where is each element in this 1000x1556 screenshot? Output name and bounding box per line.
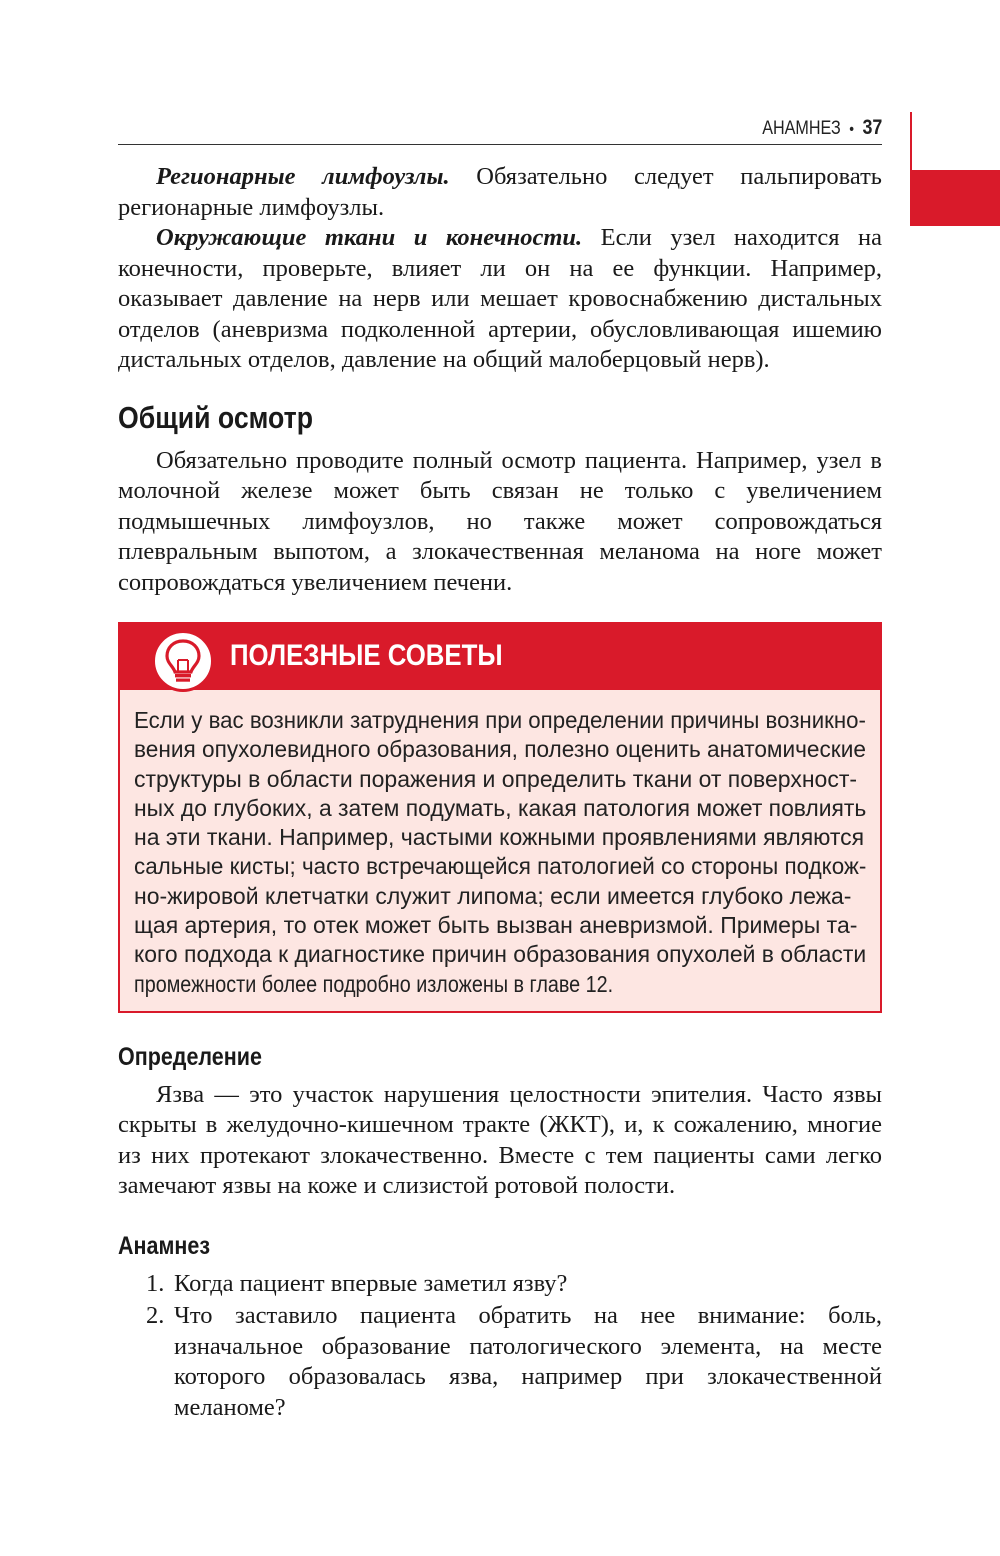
edge-rule <box>910 112 912 170</box>
paragraph-general-exam: Обязательно проводите полный осмотр пациента. Например, узел в молочной железе может быть связан не только с увеличением подмышечных лимфоузлов, но также может сопровождаться плевральным выпотом, а злокачественная меланома на ноге может сопровождаться увеличением печени. <box>118 446 882 596</box>
page-body <box>118 162 882 1425</box>
tips-box <box>118 622 882 1013</box>
tips-line: Если у вас возникли затруднения при определении причины возникно- <box>134 707 866 733</box>
running-header <box>118 112 882 145</box>
paragraph-surrounding-tissues <box>118 223 882 376</box>
runin-surrounding-tissues: Окружающие ткани и конечности. <box>156 224 583 251</box>
tips-line: щая артерия, то отек может быть вызван аневризмой. Примеры та- <box>134 912 858 939</box>
heading-anamnesis: Анамнез <box>118 1231 211 1260</box>
lightbulb-icon <box>152 630 214 692</box>
list-item-text: Что заставило пациента обратить на нее внимание: боль, изначальное образование патологического элемента, на месте которого образовалась язва, например при злокачественной меланоме? <box>174 1302 882 1421</box>
list-item-number: 1. <box>146 1269 165 1297</box>
list-item-number: 2. <box>146 1302 165 1330</box>
tips-line: вения опухолевидного образования, полезно оценить анатомические <box>134 736 866 763</box>
list-item <box>118 1269 882 1300</box>
tips-line: но-жировой клетчатки служит липома; если имеется глубоко лежа- <box>134 882 852 909</box>
paragraph-definition: Язва — это участок нарушения целостности эпителия. Часто язвы скрыты в желудочно-кишечном тракте (ЖКТ), и, к сожалению, многие из них протекают злокачественно. Вместе с тем пациенты сами легко замечают язвы на коже и слизистой ротовой полости. <box>118 1080 882 1200</box>
tips-line: промежности более подробно изложены в главе 12. <box>134 970 614 997</box>
tips-title: ПОЛЕЗНЫЕ СОВЕТЫ <box>230 639 503 672</box>
page-number: 37 <box>862 116 882 139</box>
header-section: АНАМНЕЗ <box>761 118 841 139</box>
list-item <box>118 1301 882 1423</box>
heading-general-exam: Общий осмотр <box>118 399 313 435</box>
heading-definition: Определение <box>118 1042 262 1071</box>
list-item-text: Когда пациент впервые заметил язву? <box>174 1269 568 1297</box>
header-separator: • <box>848 121 854 138</box>
header-text <box>762 116 882 140</box>
paragraph-lymph-nodes <box>118 162 882 223</box>
tips-line: на эти ткани. Например, частыми кожными проявлениями являются <box>134 824 865 851</box>
text-lymph-nodes: Обязательно следует пальпировать регионарные лимфоузлы. <box>118 163 882 221</box>
tips-line: ных до глубоких, а затем подумать, какая патология может повлиять <box>134 794 867 821</box>
tips-header <box>120 624 880 690</box>
anamnesis-list <box>118 1269 882 1424</box>
tips-line: структуры в области поражения и определить ткани от поверхност- <box>134 765 858 792</box>
tips-line: сальные кисты; часто встречающейся патологией со стороны подкож- <box>134 853 867 880</box>
runin-lymph-nodes: Регионарные лимфоузлы. <box>156 163 450 190</box>
text-surrounding-tissues: Если узел находится на конечности, проверьте, влияет ли он на ее функции. Например, оказывает давление на нерв или мешает кровоснабжению дистальных отделов (аневризма подколенной артерии, обусловливающая ишемию дистальных отделов, давление на общий малоберцовый нерв). <box>118 224 882 373</box>
chapter-thumb-tab <box>910 170 1000 226</box>
tips-body <box>120 690 880 1011</box>
tips-line: кого подхода к диагностике причин образования опухолей в области <box>134 941 867 968</box>
